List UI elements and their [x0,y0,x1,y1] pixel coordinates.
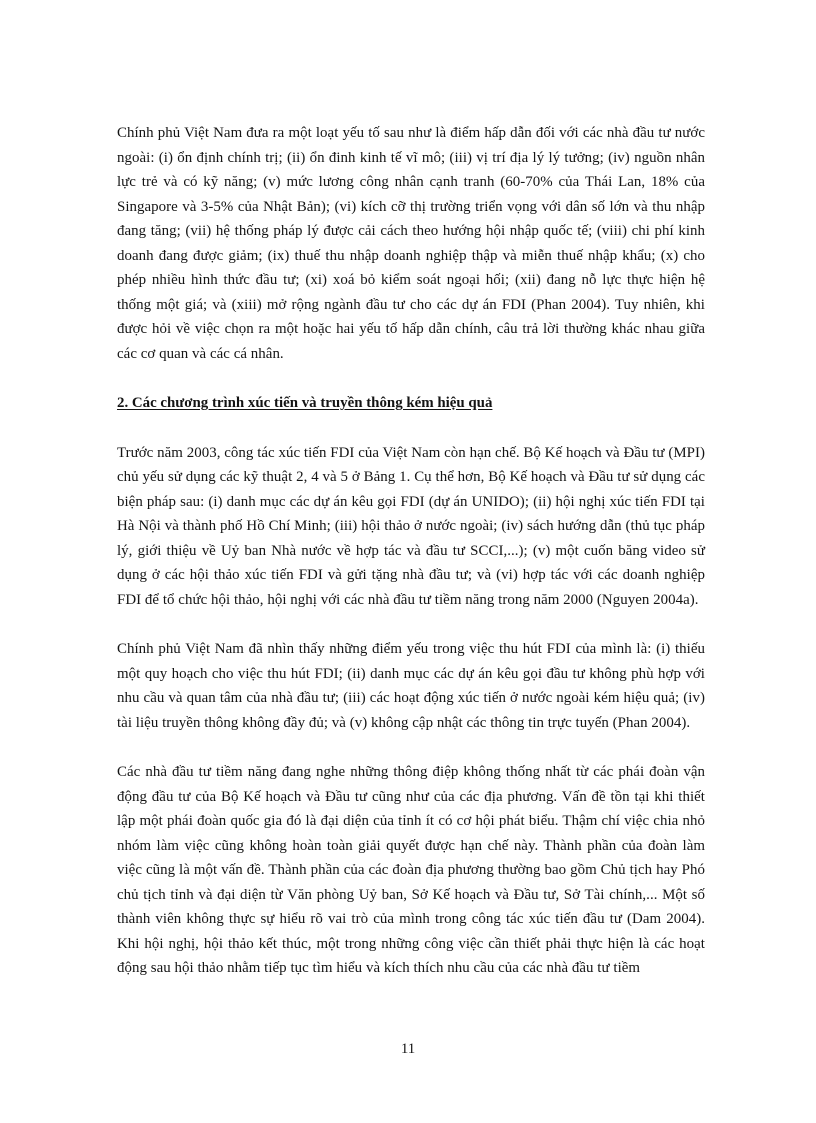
document-body [117,121,705,981]
page-number: 11 [400,1041,416,1057]
paragraph-government-weaknesses: Chính phủ Việt Nam đã nhìn thấy những điểm yếu trong việc thu hút FDI của mình là: (i) thiếu một quy hoạch cho việc thu hút FDI; (ii) danh mục các dự án kêu gọi đầu tư không phù hợp với nhu cầu và quan tâm của nhà đầu tư; (iii) các hoạt động xúc tiến ở nước ngoài kém hiệu quả; (iv) tài liệu truyền thông không đầy đủ; và (v) không cập nhật các thông tin trực tuyến (Phan 2004). [117,641,705,731]
paragraph-fdi-promotion-before-2003: Trước năm 2003, công tác xúc tiến FDI của Việt Nam còn hạn chế. Bộ Kế hoạch và Đầu tư (MPI) chủ yếu sử dụng các kỹ thuật 2, 4 và 5 ở Bảng 1. Cụ thể hơn, Bộ Kế hoạch và Đầu tư sử dụng các biện pháp sau: (i) danh mục các dự án kêu gọi FDI (dự án UNIDO); (ii) hội nghị xúc tiến FDI tại Hà Nội và thành phố Hồ Chí Minh; (iii) hội thảo ở nước ngoài; (iv) sách hướng dẫn (thủ tục pháp lý, giới thiệu về Uỷ ban Nhà nước về hợp tác và đầu tư SCCI,...); (v) một cuốn băng video sử dụng ở các hội thảo xúc tiến FDI và gửi tặng nhà đầu tư; và (vi) hợp tác với các doanh nghiệp FDI để tổ chức hội thảo, hội nghị với các nhà đầu tư tiềm năng trong năm 2000 (Nguyen 2004a). [117,444,705,608]
paragraph-investor-messages: Các nhà đầu tư tiềm năng đang nghe những thông điệp không thống nhất từ các phái đoàn vận động đầu tư của Bộ Kế hoạch và Đầu tư cũng như của các địa phương. Vấn đề tồn tại khi thiết lập một phái đoàn quốc gia đó là đại diện của tỉnh ít có cơ hội phát biểu. Thậm chí việc chia nhỏ nhóm làm việc cũng không hoàn toàn giải quyết được hạn chế này. Thành phần của đoàn làm việc cũng là một vấn đề. Thành phần của các đoàn địa phương thường bao gồm Chủ tịch hay Phó chủ tịch tỉnh và đại diện từ Văn phòng Uỷ ban, Sở Kế hoạch và Đầu tư, Sở Tài chính,... Một số thành viên không thực sự hiểu rõ vai trò của mình trong công tác xúc tiến đầu tư (Dam 2004). Khi hội nghị, hội thảo kết thúc, một trong những công việc cần thiết phải thực hiện là các hoạt động sau hội thảo nhằm tiếp tục tìm hiểu và kích thích nhu cầu của các nhà đầu tư tiềm [117,764,705,976]
section-heading: 2. Các chương trình xúc tiến và truyền thông kém hiệu quả [117,395,493,411]
paragraph-attraction-factors: Chính phủ Việt Nam đưa ra một loạt yếu tố sau như là điểm hấp dẫn đối với các nhà đầu tư nước ngoài: (i) ổn định chính trị; (ii) ổn đinh kinh tế vĩ mô; (iii) vị trí địa lý lý tưởng; (iv) nguồn nhân lực trẻ và có kỹ năng; (v) mức lương công nhân cạnh tranh (60-70% của Thái Lan, 18% của Singapore và 3-5% của Nhật Bản); (vi) kích cỡ thị trường triển vọng với dân số lớn và thu nhập đang tăng; (vii) hệ thống pháp lý được cải cách theo hướng hội nhập quốc tế; (viii) chi phí kinh doanh đang được giảm; (ix) thuế thu nhập doanh nghiệp thập và miễn thuế nhập khẩu; (x) cho phép nhiều hình thức đầu tư; (xi) xoá bỏ kiểm soát ngoại hối; (xii) đang nỗ lực thực hiện hệ thống một giá; và (xiii) mở rộng ngành đầu tư cho các dự án FDI (Phan 2004). Tuy nhiên, khi được hỏi về việc chọn ra một hoặc hai yếu tố hấp dẫn chính, câu trả lời thường khác nhau giữa các cơ quan và các cá nhân. [117,125,705,362]
